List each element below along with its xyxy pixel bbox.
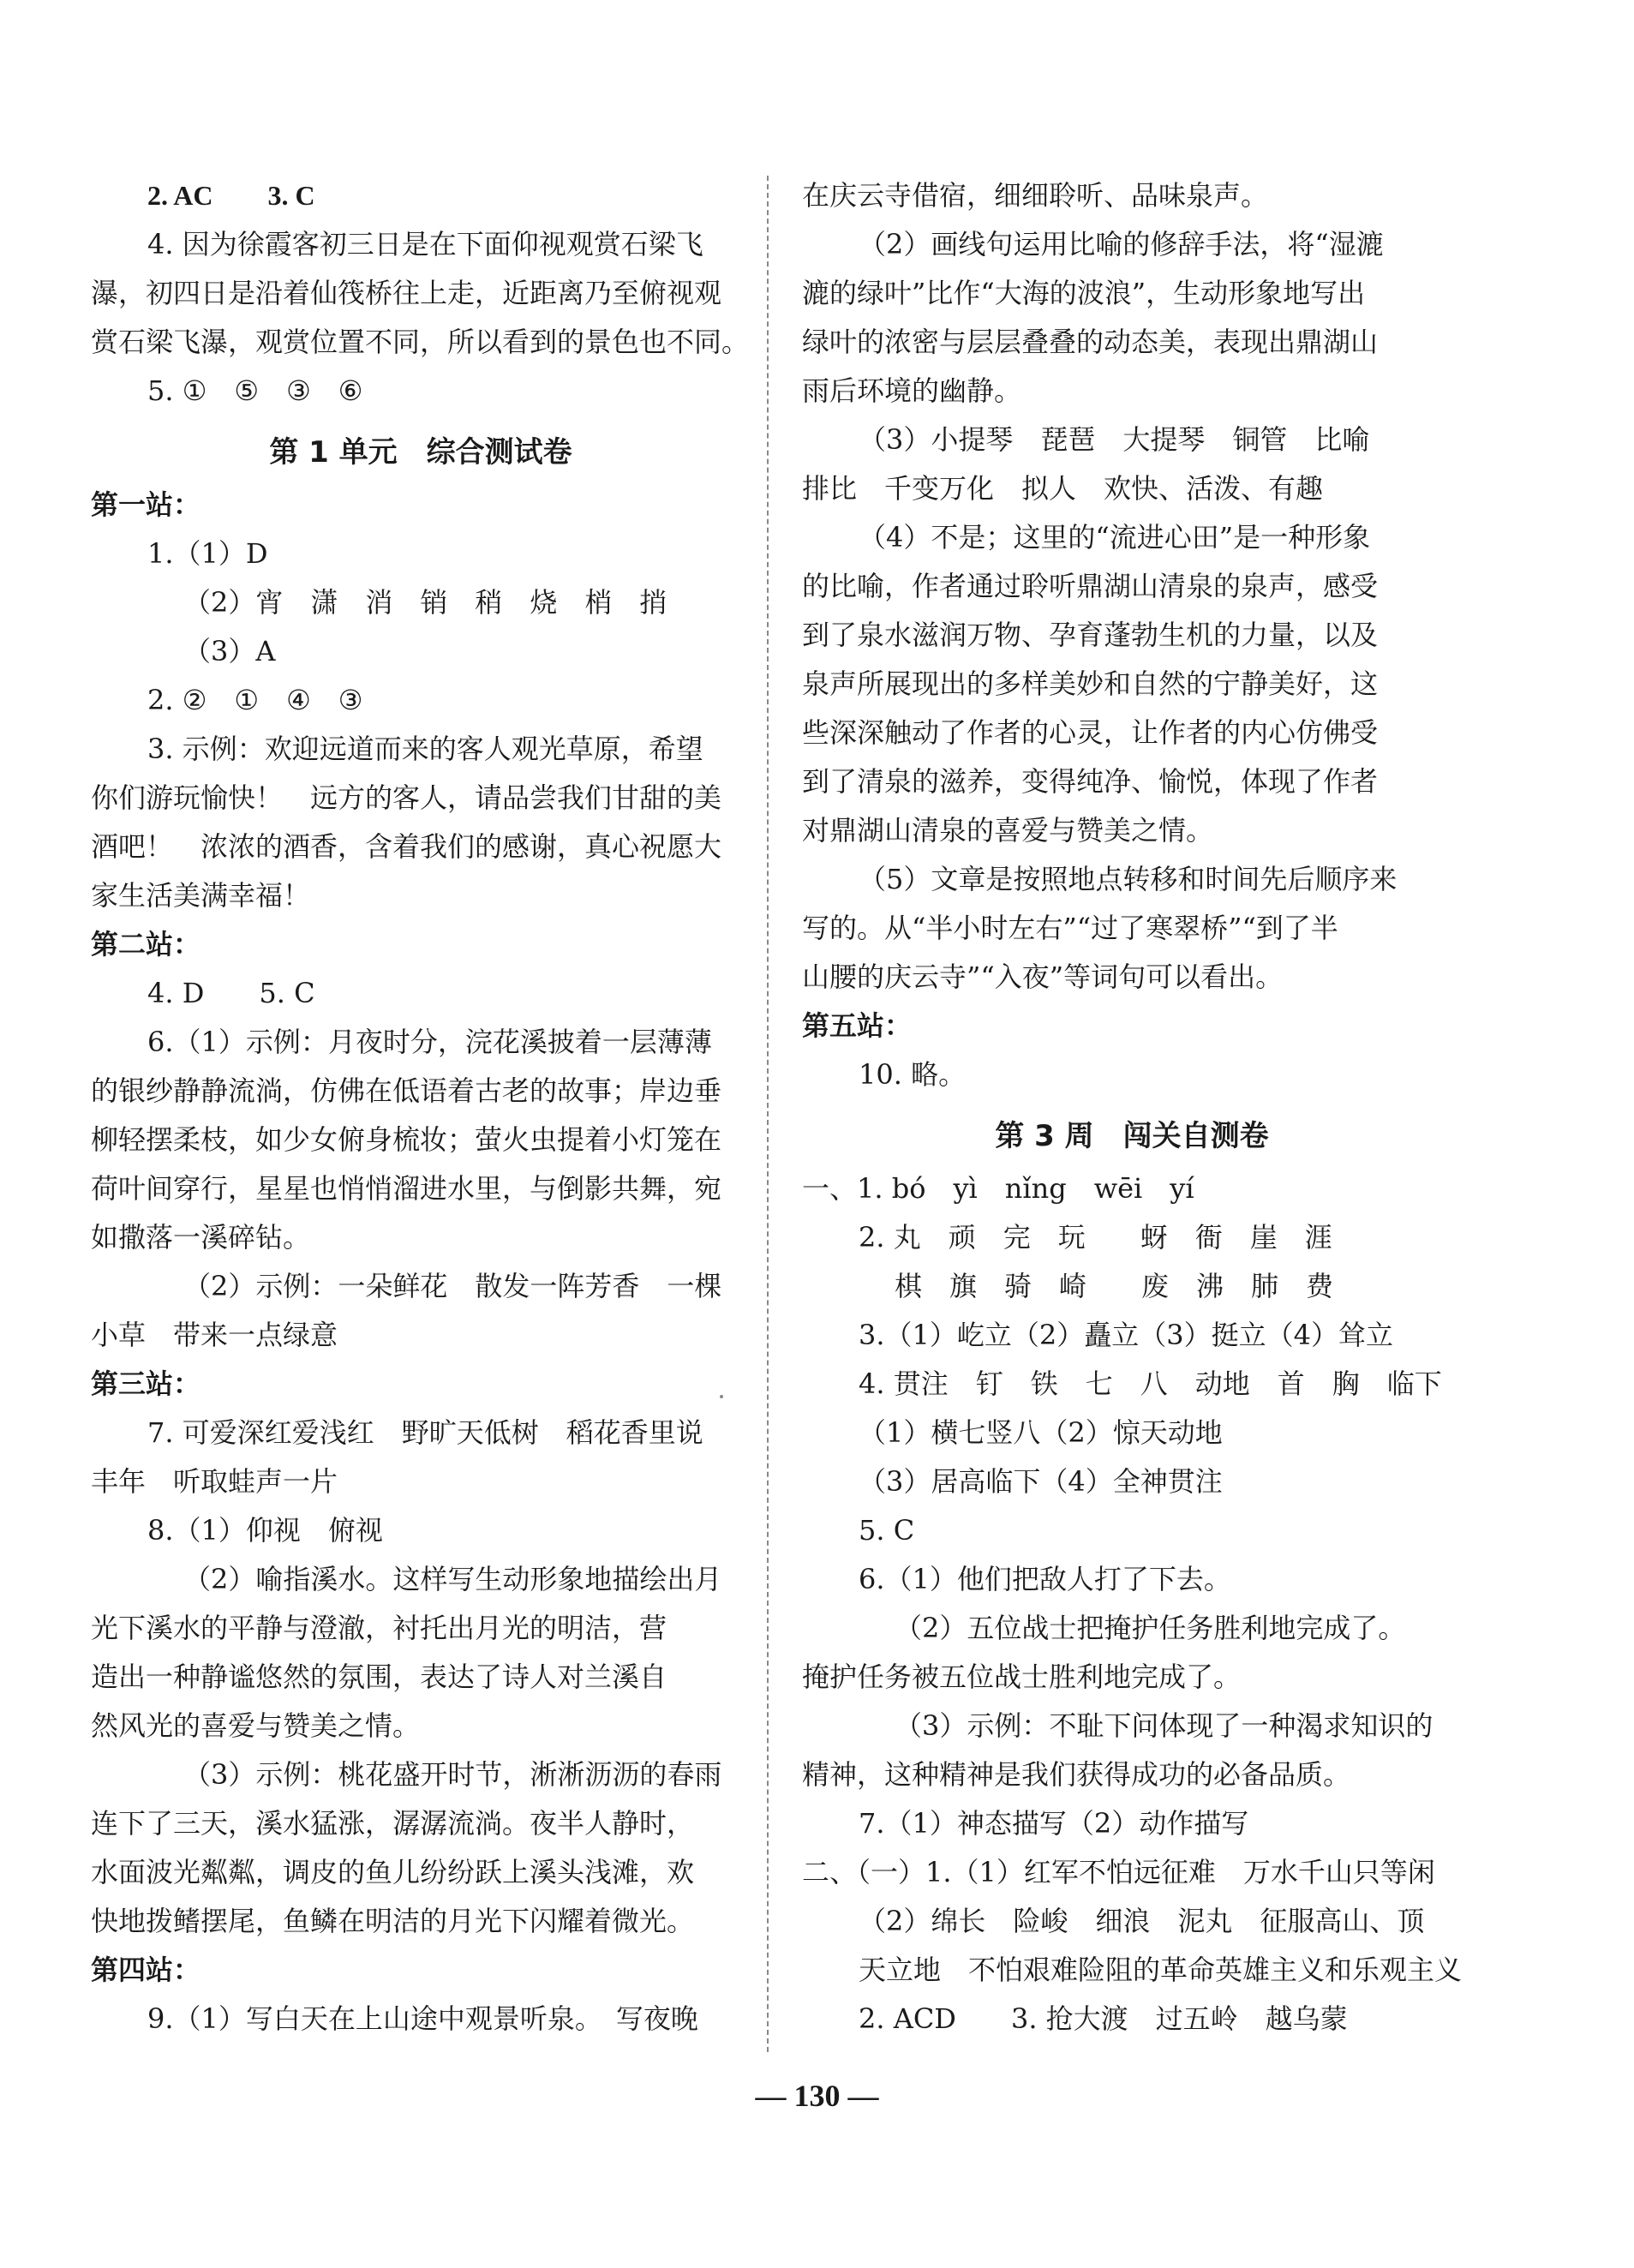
text-line: 二、（一）1.（1）红军不怕远征难 万水千山只等闲 <box>802 1856 1435 1888</box>
text-line: 的银纱静静流淌，仿佛在低语着古老的故事；岸边垂 <box>91 1074 722 1107</box>
text-line: 7.（1）神态描写（2）动作描写 <box>859 1807 1249 1840</box>
text-line: 快地拨鳍摆尾，鱼鳞在明洁的月光下闪耀着微光。 <box>91 1905 695 1937</box>
text-line: 6.（1）示例：月夜时分，浣花溪披着一层薄薄 <box>147 1026 712 1058</box>
text-line: （3）小提琴 琵琶 大提琴 铜管 比喻 <box>859 423 1370 456</box>
text-line: （3）居高临下（4）全神贯注 <box>859 1465 1223 1498</box>
text-line: 酒吧！ 浓浓的酒香，含着我们的感谢，真心祝愿大 <box>91 830 722 863</box>
text-line: 第一站： <box>91 489 201 520</box>
text-line: 10. 略。 <box>859 1058 967 1091</box>
text-line: （2）示例：一朵鲜花 散发一阵芳香 一棵 <box>183 1270 722 1302</box>
text-line: （3）示例：不耻下问体现了一种渴求知识的 <box>895 1709 1433 1742</box>
text-line: （2）画线句运用比喻的修辞手法，将“湿漉 <box>859 228 1384 260</box>
text-line: 连下了三天，溪水猛涨，潺潺流淌。夜半人静时， <box>91 1807 695 1840</box>
text-line: 2. ACD 3. 抢大渡 过五岭 越乌蒙 <box>859 2002 1348 2035</box>
text-line: 漉的绿叶”比作“大海的波浪”，生动形象地写出 <box>802 277 1366 309</box>
text-line: 如撒落一溪碎钻。 <box>91 1221 311 1254</box>
text-line: 的比喻，作者通过聆听鼎湖山清泉的泉声，感受 <box>802 570 1379 602</box>
text-line: 排比 千变万化 拟人 欢快、活泼、有趣 <box>802 472 1324 505</box>
text-line: 在庆云寺借宿，细细聆听、品味泉声。 <box>802 179 1269 212</box>
text-line: 8.（1）仰视 俯视 <box>147 1514 383 1547</box>
text-line: （2）喻指溪水。这样写生动形象地描绘出月 <box>183 1563 722 1595</box>
text-line: 4. 因为徐霞客初三日是在下面仰视观赏石梁飞 <box>147 228 703 260</box>
text-line: （3）A <box>183 635 276 667</box>
text-line: 雨后环境的幽静。 <box>802 374 1022 407</box>
stray-dot <box>720 1395 723 1398</box>
column-divider <box>767 176 769 2052</box>
text-line: 泉声所展现出的多样美妙和自然的宁静美好，这 <box>802 667 1379 700</box>
text-line: 2. ② ① ④ ③ <box>147 684 363 716</box>
text-line: 水面波光粼粼，调皮的鱼儿纷纷跃上溪头浅滩，欢 <box>91 1856 695 1888</box>
text-line: 棋 旗 骑 崎 废 沸 肺 费 <box>895 1270 1334 1302</box>
text-line: 瀑，初四日是沿着仙筏桥往上走，近距离乃至俯视观 <box>91 277 722 309</box>
text-line: 到了清泉的滋养，变得纯净、愉悦，体现了作者 <box>802 765 1379 798</box>
text-line: （2）绵长 险峻 细浪 泥丸 征服高山、顶 <box>859 1905 1425 1937</box>
text-line: 1.（1）D <box>147 537 268 570</box>
page-number: — 130 — <box>755 2079 879 2113</box>
text-line: 2. AC 3. C <box>147 180 315 211</box>
text-line: （5）文章是按照地点转移和时间先后顺序来 <box>859 863 1398 895</box>
text-line: 2. 丸 顽 完 玩 蚜 衙 崖 涯 <box>859 1221 1332 1254</box>
text-line: 第二站： <box>91 929 201 960</box>
right-column <box>802 171 1462 2044</box>
text-line: 3.（1）屹立（2）矗立（3）挺立（4）耸立 <box>859 1319 1393 1351</box>
text-line: 4. 贯注 钉 铁 七 八 动地 首 胸 临下 <box>859 1367 1442 1400</box>
text-line: （2）宵 潇 消 销 稍 烧 梢 捎 <box>183 586 667 619</box>
text-line: 3. 示例：欢迎远道而来的客人观光草原，希望 <box>147 733 703 765</box>
text-line: 天立地 不怕艰难险阻的革命英雄主义和乐观主义 <box>859 1954 1463 1986</box>
section-heading: 第 1 单元 综合测试卷 <box>269 435 572 470</box>
text-line: 5. ① ⑤ ③ ⑥ <box>147 374 363 407</box>
text-line: 写的。从“半小时左右”“过了寒翠桥”“到了半 <box>802 912 1338 944</box>
text-line: 到了泉水滋润万物、孕育蓬勃生机的力量，以及 <box>802 619 1379 651</box>
text-line: 第三站： <box>91 1368 201 1399</box>
text-line: 一、1. bó yì nǐng wēi yí <box>802 1172 1194 1205</box>
text-line: 9.（1）写白天在上山途中观景听泉。 写夜晚 <box>147 2002 698 2035</box>
text-line: 山腰的庆云寺”“入夜”等词句可以看出。 <box>802 960 1284 993</box>
text-line: 赏石梁飞瀑，观赏位置不同，所以看到的景色也不同。 <box>91 326 750 358</box>
text-line: 荷叶间穿行，星星也悄悄溜进水里，与倒影共舞，宛 <box>91 1172 722 1205</box>
text-line: 精神，这种精神是我们获得成功的必备品质。 <box>802 1758 1351 1791</box>
text-line: 第四站： <box>91 1954 201 1985</box>
text-line: 些深深触动了作者的心灵，让作者的内心仿佛受 <box>802 716 1379 749</box>
text-line: 对鼎湖山清泉的喜爱与赞美之情。 <box>802 814 1214 847</box>
text-line: （3）示例：桃花盛开时节，淅淅沥沥的春雨 <box>183 1758 722 1791</box>
text-line: 7. 可爱深红爱浅红 野旷天低树 稻花香里说 <box>147 1416 703 1449</box>
text-line: 丰年 听取蛙声一片 <box>91 1465 338 1498</box>
text-line: 5. C <box>859 1514 915 1547</box>
text-line: 绿叶的浓密与层层叠叠的动态美，表现出鼎湖山 <box>802 326 1379 358</box>
text-line: （4）不是；这里的“流进心田”是一种形象 <box>859 521 1371 554</box>
text-line: 6.（1）他们把敌人打了下去。 <box>859 1563 1231 1595</box>
text-line: 你们游玩愉快！ 远方的客人，请品尝我们甘甜的美 <box>91 781 722 814</box>
text-line: 掩护任务被五位战士胜利地完成了。 <box>802 1661 1242 1693</box>
text-line: 4. D 5. C <box>147 977 315 1009</box>
text-line: （1）横七竖八（2）惊天动地 <box>859 1416 1223 1449</box>
text-line: 小草 带来一点绿意 <box>91 1319 338 1351</box>
text-line: 造出一种静谧悠然的氛围，表达了诗人对兰溪自 <box>91 1661 667 1693</box>
left-column <box>91 171 751 2044</box>
text-line: （2）五位战士把掩护任务胜利地完成了。 <box>895 1612 1406 1644</box>
text-line: 家生活美满幸福！ <box>91 879 311 912</box>
text-line: 柳轻摆柔枝，如少女俯身梳妆；萤火虫提着小灯笼在 <box>91 1123 722 1156</box>
text-line: 光下溪水的平静与澄澈，衬托出月光的明洁，营 <box>91 1612 667 1644</box>
text-line: 第五站： <box>802 1010 913 1041</box>
text-line: 然风光的喜爱与赞美之情。 <box>91 1709 421 1742</box>
section-heading: 第 3 周 闯关自测卷 <box>995 1119 1269 1153</box>
